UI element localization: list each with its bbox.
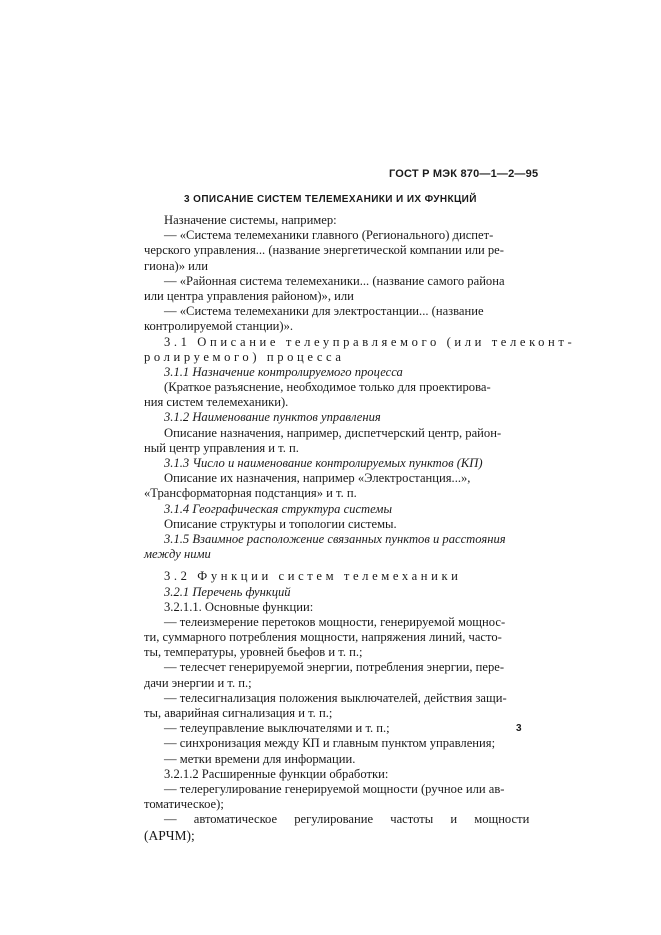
paragraph-line: 3.2.1.1. Основные функции: bbox=[164, 599, 314, 614]
paragraph-line: Описание структуры и топологии системы. bbox=[164, 516, 397, 531]
paragraph-line: (Краткое разъяснение, необходимое только для проектирова- bbox=[164, 380, 491, 395]
paragraph-line: Описание назначения, например, диспетчерский центр, район- bbox=[164, 425, 502, 440]
paragraph-line: Описание их назначения, например «Электростанция...», bbox=[164, 471, 471, 486]
clause-title: 3.1.1 Назначение контролируемого процесса bbox=[164, 364, 403, 379]
list-item: — телеизмерение перетоков мощности, генерируемой мощнос- bbox=[164, 614, 506, 629]
section-heading: 3 ОПИСАНИЕ СИСТЕМ ТЕЛЕМЕХАНИКИ И ИХ ФУНКЦИЙ bbox=[184, 194, 477, 205]
paragraph-line: «Трансформаторная подстанция» и т. п. bbox=[144, 486, 357, 501]
clause-title: 3.1.5 Взаимное расположение связанных пунктов и расстояния bbox=[164, 531, 506, 546]
paragraph-line: дачи энергии и т. п.; bbox=[144, 675, 252, 690]
clause-title: 3.1.3 Число и наименование контролируемых пунктов (КП) bbox=[164, 456, 483, 470]
paragraph-line: — «Районная система телемеханики... (название самого района bbox=[164, 273, 505, 288]
paragraph-line: Назначение системы, например: bbox=[164, 213, 337, 227]
paragraph-line: ный центр управления и т. п. bbox=[144, 440, 299, 455]
paragraph-line: (АРЧМ); bbox=[144, 827, 195, 843]
document-code: ГОСТ Р МЭК 870—1—2—95 bbox=[389, 168, 539, 180]
subsection-heading: 3.1 Описание телеуправляемого (или телеконт- bbox=[164, 334, 576, 349]
paragraph-line: — «Система телемеханики главного (Регионального) диспет- bbox=[164, 228, 494, 243]
list-item: — телеуправление выключателями и т. п.; bbox=[164, 721, 390, 736]
clause-title: 3.1.2 Наименование пунктов управления bbox=[164, 410, 381, 425]
paragraph-line: — «Система телемеханики для электростанции... (название bbox=[164, 304, 484, 319]
list-item: — автоматическое регулирование частоты и мощности bbox=[164, 812, 530, 827]
clause-title: 3.1.4 Географическая структура системы bbox=[164, 501, 392, 516]
paragraph-line: 3.2.1.2 Расширенные функции обработки: bbox=[164, 766, 389, 781]
paragraph-line: или центра управления районом)», или bbox=[144, 288, 354, 303]
paragraph-line: черского управления... (название энергетической компании или ре- bbox=[144, 243, 504, 258]
paragraph-line: ты, температуры, уровней бьефов и т. п.; bbox=[144, 645, 363, 660]
clause-title: между ними bbox=[144, 547, 211, 562]
list-item: — телерегулирование генерируемой мощности (ручное или ав- bbox=[164, 781, 505, 796]
subsection-heading: ролируемого) процесса bbox=[144, 349, 345, 364]
paragraph-line: томатическое); bbox=[144, 797, 224, 812]
document-body bbox=[144, 213, 576, 843]
clause-title: 3.2.1 Перечень функций bbox=[164, 584, 291, 599]
paragraph-line: ти, суммарного потребления мощности, напряжения линий, часто- bbox=[144, 630, 502, 645]
page-number: 3 bbox=[516, 723, 522, 734]
subsection-heading: 3.2 Функции систем телемеханики bbox=[164, 569, 462, 584]
list-item: — метки времени для информации. bbox=[164, 751, 356, 766]
list-item: — телесигнализация положения выключателей, действия защи- bbox=[164, 690, 507, 705]
paragraph-line: гиона)» или bbox=[144, 258, 208, 273]
paragraph-line: ния систем телемеханики). bbox=[144, 395, 289, 410]
list-item: — телесчет генерируемой энергии, потребления энергии, пере- bbox=[164, 660, 505, 675]
paragraph-line: контролируемой станции)». bbox=[144, 319, 294, 334]
list-item: — синхронизация между КП и главным пунктом управления; bbox=[164, 736, 496, 751]
paragraph-line: ты, аварийная сигнализация и т. п.; bbox=[144, 706, 333, 720]
